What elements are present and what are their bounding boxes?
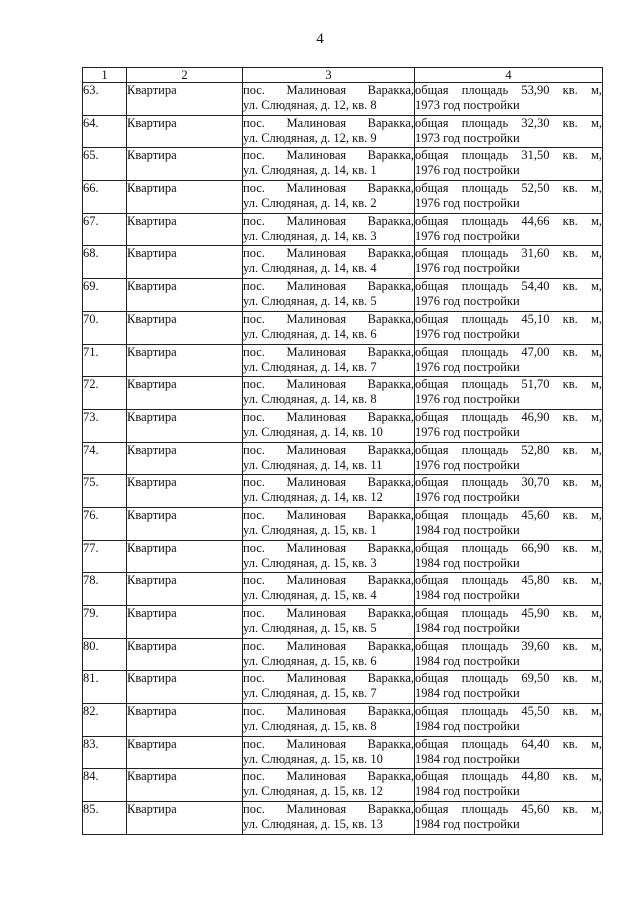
build-year-line: 1976 год постройки xyxy=(415,457,520,472)
row-number: 64. xyxy=(83,115,127,148)
table-row xyxy=(83,507,603,540)
object-type: Квартира xyxy=(127,638,243,671)
address-line-2: ул. Слюдяная, д. 15, кв. 4 xyxy=(243,588,377,603)
address-line-1: пос. Малиновая Варакка, xyxy=(243,148,414,163)
build-year-line: 1976 год постройки xyxy=(415,490,520,505)
object-type: Квартира xyxy=(127,181,243,214)
table-row xyxy=(83,311,603,344)
row-number: 85. xyxy=(83,802,127,835)
object-type: Квартира xyxy=(127,83,243,116)
table-row xyxy=(83,148,603,181)
address-line-2: ул. Слюдяная, д. 14, кв. 12 xyxy=(243,490,383,505)
address-line-1: пос. Малиновая Варакка, xyxy=(243,540,414,555)
table-row xyxy=(83,638,603,671)
build-year-line: 1976 год постройки xyxy=(415,228,520,243)
area-line-1: общая площадь 45,50 кв. м, xyxy=(415,704,602,719)
area-cell xyxy=(415,736,603,769)
row-number: 79. xyxy=(83,606,127,639)
row-number: 78. xyxy=(83,573,127,606)
address-line-2: ул. Слюдяная, д. 14, кв. 8 xyxy=(243,392,377,407)
address-cell xyxy=(243,148,415,181)
area-line-1: общая площадь 46,90 кв. м, xyxy=(415,409,602,424)
address-line-2: ул. Слюдяная, д. 15, кв. 1 xyxy=(243,522,377,537)
area-cell xyxy=(415,246,603,279)
table-row xyxy=(83,573,603,606)
area-cell xyxy=(415,606,603,639)
area-line-1: общая площадь 44,80 кв. м, xyxy=(415,769,602,784)
column-header-3: 3 xyxy=(243,68,415,83)
area-line-1: общая площадь 32,30 кв. м, xyxy=(415,115,602,130)
area-cell xyxy=(415,409,603,442)
row-number: 74. xyxy=(83,442,127,475)
table-row xyxy=(83,540,603,573)
table-row xyxy=(83,377,603,410)
area-cell xyxy=(415,442,603,475)
object-type: Квартира xyxy=(127,671,243,704)
build-year-line: 1984 год постройки xyxy=(415,784,520,799)
row-number: 80. xyxy=(83,638,127,671)
area-line-1: общая площадь 30,70 кв. м, xyxy=(415,475,602,490)
build-year-line: 1976 год постройки xyxy=(415,359,520,374)
address-cell xyxy=(243,540,415,573)
area-line-1: общая площадь 45,80 кв. м, xyxy=(415,573,602,588)
object-type: Квартира xyxy=(127,148,243,181)
area-line-1: общая площадь 64,40 кв. м, xyxy=(415,736,602,751)
area-line-1: общая площадь 31,60 кв. м, xyxy=(415,246,602,261)
area-line-1: общая площадь 52,80 кв. м, xyxy=(415,442,602,457)
area-line-1: общая площадь 69,50 кв. м, xyxy=(415,671,602,686)
object-type: Квартира xyxy=(127,115,243,148)
table-row xyxy=(83,409,603,442)
address-cell xyxy=(243,279,415,312)
address-line-1: пос. Малиновая Варакка, xyxy=(243,475,414,490)
address-line-1: пос. Малиновая Варакка, xyxy=(243,507,414,522)
area-line-1: общая площадь 45,10 кв. м, xyxy=(415,311,602,326)
address-line-2: ул. Слюдяная, д. 15, кв. 6 xyxy=(243,653,377,668)
object-type: Квартира xyxy=(127,409,243,442)
area-line-1: общая площадь 45,60 кв. м, xyxy=(415,507,602,522)
object-type: Квартира xyxy=(127,540,243,573)
address-cell xyxy=(243,671,415,704)
address-line-1: пос. Малиновая Варакка, xyxy=(243,377,414,392)
object-type: Квартира xyxy=(127,377,243,410)
area-cell xyxy=(415,279,603,312)
table-row xyxy=(83,344,603,377)
table-row xyxy=(83,736,603,769)
row-number: 82. xyxy=(83,704,127,737)
area-line-1: общая площадь 52,50 кв. м, xyxy=(415,181,602,196)
area-cell xyxy=(415,83,603,116)
address-line-1: пос. Малиновая Варакка, xyxy=(243,736,414,751)
build-year-line: 1984 год постройки xyxy=(415,817,520,832)
address-cell xyxy=(243,769,415,802)
address-line-1: пос. Малиновая Варакка, xyxy=(243,442,414,457)
area-cell xyxy=(415,802,603,835)
object-type: Квартира xyxy=(127,736,243,769)
address-line-1: пос. Малиновая Варакка, xyxy=(243,704,414,719)
area-line-1: общая площадь 31,50 кв. м, xyxy=(415,148,602,163)
area-cell xyxy=(415,638,603,671)
address-line-1: пос. Малиновая Варакка, xyxy=(243,83,414,97)
address-line-2: ул. Слюдяная, д. 14, кв. 2 xyxy=(243,196,377,211)
address-line-2: ул. Слюдяная, д. 14, кв. 3 xyxy=(243,228,377,243)
build-year-line: 1976 год постройки xyxy=(415,326,520,341)
object-type: Квартира xyxy=(127,311,243,344)
object-type: Квартира xyxy=(127,344,243,377)
object-type: Квартира xyxy=(127,279,243,312)
area-cell xyxy=(415,540,603,573)
address-line-1: пос. Малиновая Варакка, xyxy=(243,344,414,359)
table-row xyxy=(83,802,603,835)
area-line-1: общая площадь 54,40 кв. м, xyxy=(415,279,602,294)
address-line-1: пос. Малиновая Варакка, xyxy=(243,115,414,130)
table-row xyxy=(83,83,603,116)
address-line-1: пос. Малиновая Варакка, xyxy=(243,246,414,261)
address-line-2: ул. Слюдяная, д. 14, кв. 5 xyxy=(243,294,377,309)
address-cell xyxy=(243,475,415,508)
object-type: Квартира xyxy=(127,246,243,279)
table-row xyxy=(83,246,603,279)
address-cell xyxy=(243,638,415,671)
address-line-1: пос. Малиновая Варакка, xyxy=(243,213,414,228)
table-header xyxy=(83,68,603,83)
address-line-2: ул. Слюдяная, д. 15, кв. 3 xyxy=(243,555,377,570)
object-type: Квартира xyxy=(127,442,243,475)
address-line-1: пос. Малиновая Варакка, xyxy=(243,311,414,326)
object-type: Квартира xyxy=(127,606,243,639)
object-type: Квартира xyxy=(127,475,243,508)
area-line-1: общая площадь 39,60 кв. м, xyxy=(415,638,602,653)
address-line-1: пос. Малиновая Варакка, xyxy=(243,181,414,196)
address-line-1: пос. Малиновая Варакка, xyxy=(243,573,414,588)
area-line-1: общая площадь 47,00 кв. м, xyxy=(415,344,602,359)
build-year-line: 1976 год постройки xyxy=(415,196,520,211)
build-year-line: 1976 год постройки xyxy=(415,392,520,407)
area-cell xyxy=(415,475,603,508)
build-year-line: 1984 год постройки xyxy=(415,588,520,603)
build-year-line: 1984 год постройки xyxy=(415,751,520,766)
table-row xyxy=(83,115,603,148)
area-cell xyxy=(415,115,603,148)
row-number: 75. xyxy=(83,475,127,508)
table-row xyxy=(83,704,603,737)
row-number: 73. xyxy=(83,409,127,442)
address-line-1: пос. Малиновая Варакка, xyxy=(243,802,414,817)
table-row xyxy=(83,213,603,246)
header-row xyxy=(83,68,603,83)
area-cell xyxy=(415,671,603,704)
table-row xyxy=(83,442,603,475)
address-cell xyxy=(243,606,415,639)
address-cell xyxy=(243,311,415,344)
build-year-line: 1984 год постройки xyxy=(415,686,520,701)
address-cell xyxy=(243,115,415,148)
address-line-2: ул. Слюдяная, д. 14, кв. 10 xyxy=(243,424,383,439)
address-cell xyxy=(243,573,415,606)
row-number: 72. xyxy=(83,377,127,410)
area-cell xyxy=(415,344,603,377)
address-line-2: ул. Слюдяная, д. 15, кв. 7 xyxy=(243,686,377,701)
build-year-line: 1973 год постройки xyxy=(415,130,520,145)
address-line-2: ул. Слюдяная, д. 14, кв. 6 xyxy=(243,326,377,341)
address-line-2: ул. Слюдяная, д. 14, кв. 4 xyxy=(243,261,377,276)
address-line-2: ул. Слюдяная, д. 12, кв. 8 xyxy=(243,98,377,112)
row-number: 83. xyxy=(83,736,127,769)
row-number: 84. xyxy=(83,769,127,802)
area-line-1: общая площадь 66,90 кв. м, xyxy=(415,540,602,555)
area-cell xyxy=(415,377,603,410)
address-line-1: пос. Малиновая Варакка, xyxy=(243,769,414,784)
address-cell xyxy=(243,507,415,540)
address-cell xyxy=(243,409,415,442)
area-cell xyxy=(415,148,603,181)
row-number: 67. xyxy=(83,213,127,246)
build-year-line: 1976 год постройки xyxy=(415,294,520,309)
address-cell xyxy=(243,344,415,377)
address-line-1: пос. Малиновая Варакка, xyxy=(243,409,414,424)
table-body xyxy=(83,83,603,835)
row-number: 70. xyxy=(83,311,127,344)
build-year-line: 1976 год постройки xyxy=(415,163,520,178)
column-header-1: 1 xyxy=(83,68,127,83)
area-cell xyxy=(415,181,603,214)
address-line-2: ул. Слюдяная, д. 15, кв. 5 xyxy=(243,621,377,635)
row-number: 81. xyxy=(83,671,127,704)
address-line-2: ул. Слюдяная, д. 12, кв. 9 xyxy=(243,130,377,145)
address-line-2: ул. Слюдяная, д. 15, кв. 12 xyxy=(243,784,383,799)
address-line-1: пос. Малиновая Варакка, xyxy=(243,279,414,294)
build-year-line: 1973 год постройки xyxy=(415,98,520,112)
address-line-2: ул. Слюдяная, д. 15, кв. 13 xyxy=(243,817,383,832)
area-cell xyxy=(415,573,603,606)
area-cell xyxy=(415,213,603,246)
row-number: 63. xyxy=(83,83,127,116)
address-line-2: ул. Слюдяная, д. 14, кв. 7 xyxy=(243,359,377,374)
build-year-line: 1976 год постройки xyxy=(415,261,520,276)
area-line-1: общая площадь 51,70 кв. м, xyxy=(415,377,602,392)
object-type: Квартира xyxy=(127,769,243,802)
address-line-1: пос. Малиновая Варакка, xyxy=(243,671,414,686)
column-header-2: 2 xyxy=(127,68,243,83)
area-cell xyxy=(415,769,603,802)
build-year-line: 1984 год постройки xyxy=(415,719,520,734)
address-cell xyxy=(243,377,415,410)
row-number: 71. xyxy=(83,344,127,377)
area-line-1: общая площадь 45,60 кв. м, xyxy=(415,802,602,817)
area-cell xyxy=(415,704,603,737)
address-cell xyxy=(243,704,415,737)
row-number: 65. xyxy=(83,148,127,181)
address-line-2: ул. Слюдяная, д. 15, кв. 8 xyxy=(243,719,377,734)
table-row xyxy=(83,671,603,704)
area-line-1: общая площадь 44,66 кв. м, xyxy=(415,213,602,228)
address-cell xyxy=(243,83,415,116)
address-line-2: ул. Слюдяная, д. 15, кв. 10 xyxy=(243,751,383,766)
row-number: 77. xyxy=(83,540,127,573)
address-cell xyxy=(243,736,415,769)
row-number: 68. xyxy=(83,246,127,279)
table-row xyxy=(83,475,603,508)
table-row xyxy=(83,181,603,214)
address-cell xyxy=(243,802,415,835)
area-line-1: общая площадь 45,90 кв. м, xyxy=(415,606,602,620)
object-type: Квартира xyxy=(127,802,243,835)
address-line-1: пос. Малиновая Варакка, xyxy=(243,606,414,620)
area-line-1: общая площадь 53,90 кв. м, xyxy=(415,83,602,97)
page-number: 4 xyxy=(316,31,324,47)
address-cell xyxy=(243,213,415,246)
area-cell xyxy=(415,311,603,344)
address-line-2: ул. Слюдяная, д. 14, кв. 1 xyxy=(243,163,377,178)
column-header-4: 4 xyxy=(415,68,603,83)
object-type: Квартира xyxy=(127,573,243,606)
area-cell xyxy=(415,507,603,540)
address-cell xyxy=(243,181,415,214)
build-year-line: 1984 год постройки xyxy=(415,653,520,668)
build-year-line: 1984 год постройки xyxy=(415,522,520,537)
property-table xyxy=(82,67,603,835)
row-number: 66. xyxy=(83,181,127,214)
build-year-line: 1976 год постройки xyxy=(415,424,520,439)
address-cell xyxy=(243,246,415,279)
build-year-line: 1984 год постройки xyxy=(415,621,520,635)
address-line-1: пос. Малиновая Варакка, xyxy=(243,638,414,653)
row-number: 69. xyxy=(83,279,127,312)
address-cell xyxy=(243,442,415,475)
object-type: Квартира xyxy=(127,507,243,540)
row-number: 76. xyxy=(83,507,127,540)
table-row xyxy=(83,606,603,639)
object-type: Квартира xyxy=(127,704,243,737)
table-row xyxy=(83,769,603,802)
address-line-2: ул. Слюдяная, д. 14, кв. 11 xyxy=(243,457,383,472)
object-type: Квартира xyxy=(127,213,243,246)
table-row xyxy=(83,279,603,312)
build-year-line: 1984 год постройки xyxy=(415,555,520,570)
